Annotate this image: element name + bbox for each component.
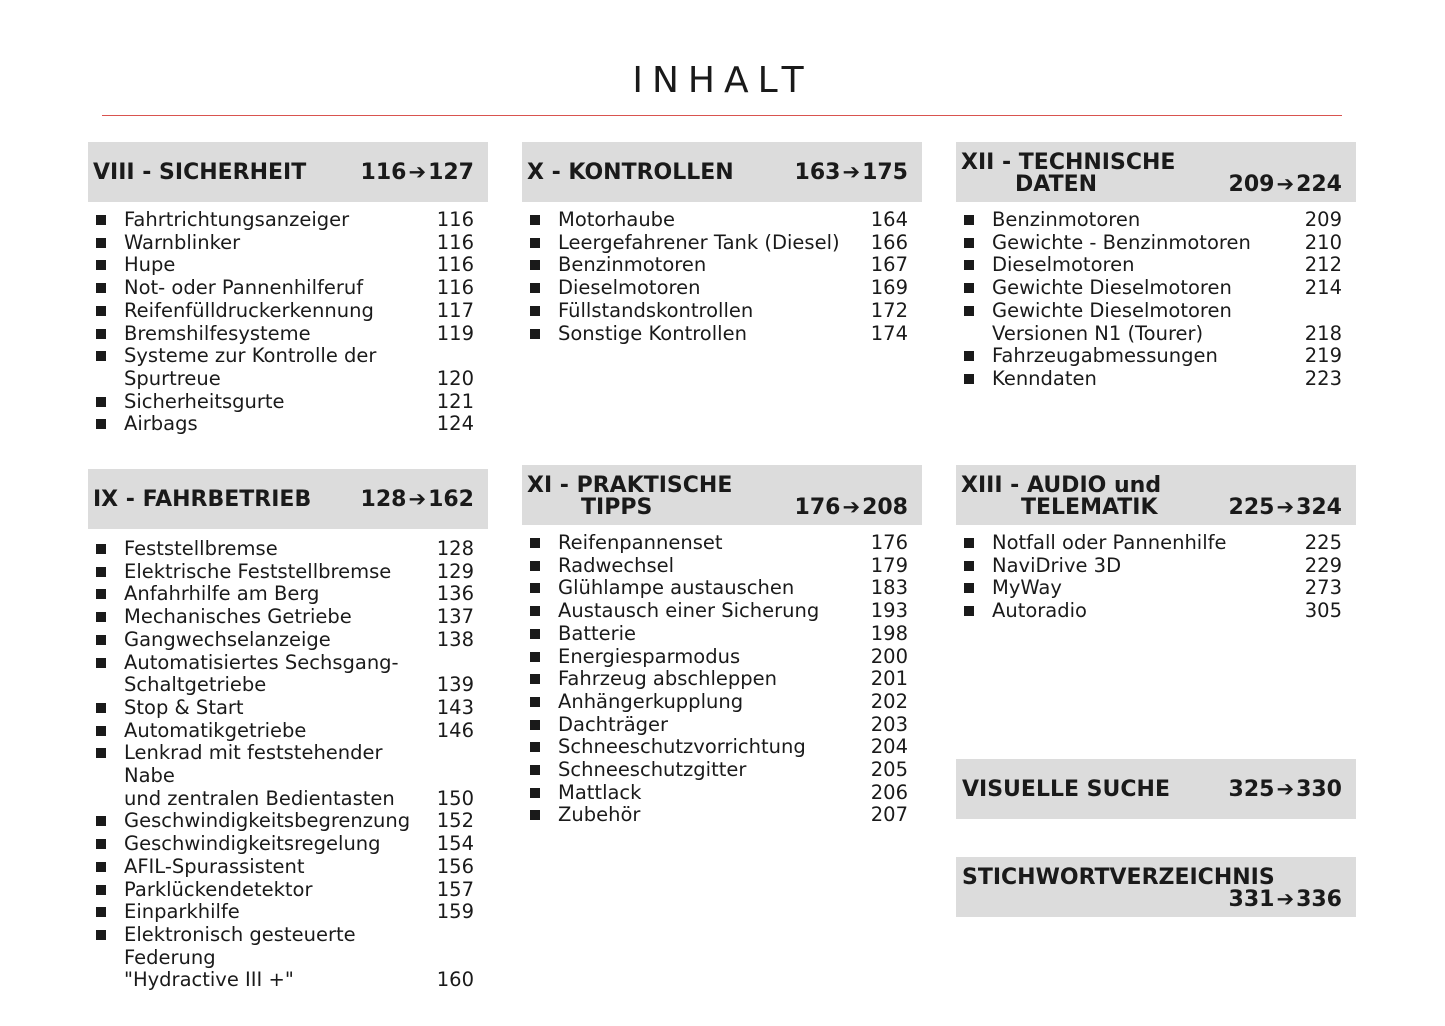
square-bullet-icon: [964, 374, 974, 384]
toc-entry[interactable]: Dieselmotoren 169: [522, 277, 922, 300]
page-number: 164: [870, 208, 908, 231]
square-bullet-icon: [530, 652, 540, 662]
section-header[interactable]: [522, 142, 922, 202]
section-ix: [88, 469, 488, 992]
page-number: 116: [436, 253, 474, 277]
entry-list: [88, 538, 488, 992]
square-bullet-icon: [96, 816, 106, 826]
square-bullet-icon: [964, 606, 974, 616]
square-bullet-icon: [96, 306, 106, 316]
square-bullet-icon: [964, 351, 974, 361]
toc-entry[interactable]: Geschwindigkeitsbegrenzung 152: [88, 810, 488, 833]
square-bullet-icon: [530, 238, 540, 248]
toc-entry[interactable]: Notfall oder Pannenhilfe 225: [956, 532, 1356, 555]
section-page-range: [361, 487, 474, 512]
square-bullet-icon: [96, 658, 106, 668]
toc-entry[interactable]: Anhängerkupplung 202: [522, 691, 922, 714]
square-bullet-icon: [530, 283, 540, 293]
toc-entry[interactable]: Sonstige Kontrollen 174: [522, 323, 922, 346]
toc-entry[interactable]: Dieselmotoren 212: [956, 254, 1356, 277]
range-from: 176: [794, 495, 841, 520]
page-number: 154: [436, 832, 474, 856]
square-bullet-icon: [530, 561, 540, 571]
square-bullet-icon: [96, 930, 106, 940]
entry-list: [88, 209, 488, 436]
square-bullet-icon: [964, 238, 974, 248]
toc-entry[interactable]: Airbags 124: [88, 413, 488, 436]
toc-entry[interactable]: Sicherheitsgurte 121: [88, 391, 488, 414]
page-number: 116: [436, 230, 474, 254]
section-title: XI - PRAKTISCHE: [527, 473, 733, 498]
toc-entry[interactable]: Austausch einer Sicherung 193: [522, 600, 922, 623]
toc-entry[interactable]: Feststellbremse 128: [88, 538, 488, 561]
square-bullet-icon: [530, 697, 540, 707]
page-number: 160: [436, 968, 474, 992]
toc-entry[interactable]: Glühlampe austauschen 183: [522, 577, 922, 600]
page-number: 152: [436, 809, 474, 833]
page-number: 124: [436, 412, 474, 436]
arrow-right-icon: ➔: [1276, 172, 1295, 196]
section-xiii: [956, 465, 1356, 623]
toc-entry[interactable]: Stop & Start 143: [88, 697, 488, 720]
arrow-right-icon: ➔: [408, 487, 427, 511]
section-title: X - KONTROLLEN: [527, 160, 734, 185]
page-number: 137: [436, 605, 474, 629]
toc-entry[interactable]: Fahrzeugabmessungen 219: [956, 345, 1356, 368]
page-title: INHALT: [632, 60, 813, 101]
section-viii: [88, 142, 488, 436]
toc-entry[interactable]: Anfahrhilfe am Berg 136: [88, 583, 488, 606]
page-number: 203: [870, 712, 908, 736]
page-number: 138: [436, 627, 474, 651]
section-index: [956, 857, 1356, 917]
arrow-right-icon: ➔: [1276, 495, 1295, 519]
toc-entry[interactable]: Systeme zur Kontrolle der Spurtreue 120: [88, 345, 488, 390]
square-bullet-icon: [964, 561, 974, 571]
range-to: 127: [428, 160, 474, 185]
toc-entry[interactable]: Energiesparmodus 200: [522, 646, 922, 669]
square-bullet-icon: [96, 862, 106, 872]
entry-list: [956, 532, 1356, 623]
page-number: 157: [436, 877, 474, 901]
square-bullet-icon: [96, 260, 106, 270]
page-number: 219: [1304, 344, 1342, 368]
section-x: [522, 142, 922, 345]
square-bullet-icon: [96, 567, 106, 577]
page-number: 156: [436, 854, 474, 878]
toc-entry[interactable]: Reifenpannenset 176: [522, 532, 922, 555]
toc-entry[interactable]: Not- oder Pannenhilferuf 116: [88, 277, 488, 300]
toc-entry[interactable]: Geschwindigkeitsregelung 154: [88, 833, 488, 856]
range-from: 116: [360, 160, 407, 185]
page-number: 117: [436, 298, 474, 322]
toc-entry[interactable]: Benzinmotoren 209: [956, 209, 1356, 232]
square-bullet-icon: [96, 703, 106, 713]
square-bullet-icon: [96, 215, 106, 225]
toc-entry[interactable]: Automatikgetriebe 146: [88, 720, 488, 743]
toc-entry[interactable]: Fahrtrichtungsanzeiger 116: [88, 209, 488, 232]
section-title: STICHWORTVERZEICHNIS: [962, 865, 1275, 890]
page-number: 174: [870, 321, 908, 345]
square-bullet-icon: [964, 215, 974, 225]
range-from: 209: [1228, 172, 1275, 197]
section-header[interactable]: [522, 465, 922, 525]
page-number: 119: [436, 321, 474, 345]
square-bullet-icon: [964, 538, 974, 548]
section-header[interactable]: [956, 857, 1356, 917]
toc-entry[interactable]: AFIL-Spurassistent 156: [88, 856, 488, 879]
arrow-right-icon: ➔: [842, 495, 861, 519]
toc-entry[interactable]: Automatisiertes Sechsgang- Schaltgetriebe 139: [88, 652, 488, 697]
toc-entry[interactable]: Lenkrad mit feststehender Nabe und zentralen Bedientasten 150: [88, 742, 488, 810]
page-number: 202: [870, 689, 908, 713]
section-title-cont: TIPPS: [581, 495, 653, 520]
square-bullet-icon: [530, 260, 540, 270]
page-number: 146: [436, 718, 474, 742]
page-number: 207: [870, 803, 908, 827]
page-number: 223: [1304, 366, 1342, 390]
range-from: 128: [360, 487, 407, 512]
page-number: 139: [436, 673, 474, 697]
title-divider: [102, 115, 1342, 116]
arrow-right-icon: ➔: [842, 160, 861, 184]
page-number: 128: [436, 537, 474, 560]
toc-entry[interactable]: Warnblinker 116: [88, 232, 488, 255]
square-bullet-icon: [96, 748, 106, 758]
section-xii: [956, 142, 1356, 391]
range-from: 331: [1228, 887, 1275, 912]
square-bullet-icon: [96, 589, 106, 599]
square-bullet-icon: [96, 351, 106, 361]
square-bullet-icon: [964, 306, 974, 316]
square-bullet-icon: [530, 720, 540, 730]
range-to: 336: [1296, 887, 1342, 912]
section-title: IX - FAHRBETRIEB: [93, 487, 312, 512]
square-bullet-icon: [530, 674, 540, 684]
section-title: VIII - SICHERHEIT: [93, 160, 307, 185]
page-number: 206: [870, 780, 908, 804]
square-bullet-icon: [96, 726, 106, 736]
section-header[interactable]: [88, 142, 488, 202]
page-number: 129: [436, 559, 474, 583]
square-bullet-icon: [964, 583, 974, 593]
toc-entry[interactable]: Reifenfülldruckerkennung 117: [88, 300, 488, 323]
range-from: 163: [794, 160, 841, 185]
square-bullet-icon: [96, 885, 106, 895]
square-bullet-icon: [96, 544, 106, 554]
section-page-range: [795, 495, 908, 520]
section-page-range: [795, 160, 908, 185]
arrow-right-icon: ➔: [1276, 887, 1295, 911]
range-to: 175: [862, 160, 908, 185]
square-bullet-icon: [96, 839, 106, 849]
square-bullet-icon: [530, 606, 540, 616]
arrow-right-icon: ➔: [408, 160, 427, 184]
toc-entry[interactable]: Leergefahrener Tank (Diesel) 166: [522, 232, 922, 255]
toc-entry[interactable]: Radwechsel 179: [522, 555, 922, 578]
page-number: 214: [1304, 276, 1342, 300]
section-page-range: [1229, 495, 1342, 520]
page-number: 210: [1304, 230, 1342, 254]
page-number: 209: [1304, 208, 1342, 231]
page-number: 200: [870, 644, 908, 668]
toc-entry[interactable]: Bremshilfesysteme 119: [88, 323, 488, 346]
section-page-range: [361, 160, 474, 185]
toc-entry[interactable]: Batterie 198: [522, 623, 922, 646]
page-number: 183: [870, 576, 908, 600]
section-visual-search: [956, 759, 1356, 819]
range-to: 330: [1296, 777, 1342, 802]
page-number: 116: [436, 208, 474, 231]
square-bullet-icon: [96, 907, 106, 917]
range-from: 325: [1228, 777, 1275, 802]
page-number: 225: [1304, 531, 1342, 554]
square-bullet-icon: [530, 538, 540, 548]
toc-entry[interactable]: Mechanisches Getriebe 137: [88, 606, 488, 629]
toc-entry[interactable]: Gangwechselanzeige 138: [88, 629, 488, 652]
toc-entry[interactable]: Benzinmotoren 167: [522, 254, 922, 277]
page-number: 166: [870, 230, 908, 254]
toc-entry[interactable]: Schneeschutzvorrichtung 204: [522, 736, 922, 759]
square-bullet-icon: [530, 765, 540, 775]
section-header[interactable]: [956, 142, 1356, 202]
toc-entry[interactable]: Motorhaube 164: [522, 209, 922, 232]
toc-entry[interactable]: Füllstandskontrollen 172: [522, 300, 922, 323]
page-number: 136: [436, 582, 474, 606]
entry-list: [956, 209, 1356, 391]
section-title: XIII - AUDIO und: [961, 473, 1162, 498]
page-number: 169: [870, 276, 908, 300]
page-number: 229: [1304, 553, 1342, 577]
page-number: 218: [1304, 321, 1342, 345]
page-number: 212: [1304, 253, 1342, 277]
section-title: VISUELLE SUCHE: [962, 777, 1170, 802]
entry-list: [522, 209, 922, 345]
toc-entry[interactable]: Fahrzeug abschleppen 201: [522, 668, 922, 691]
arrow-right-icon: ➔: [1276, 777, 1295, 801]
page-number: 120: [436, 366, 474, 390]
square-bullet-icon: [530, 329, 540, 339]
toc-entry[interactable]: Einparkhilfe 159: [88, 901, 488, 924]
page-number: 193: [870, 599, 908, 623]
section-page-range: [1229, 777, 1342, 802]
square-bullet-icon: [964, 260, 974, 270]
square-bullet-icon: [96, 329, 106, 339]
toc-entry[interactable]: Gewichte Dieselmotoren Versionen N1 (Tourer) 218: [956, 300, 1356, 345]
square-bullet-icon: [96, 238, 106, 248]
toc-entry[interactable]: MyWay 273: [956, 577, 1356, 600]
toc-entry[interactable]: Dachträger 203: [522, 714, 922, 737]
toc-entry[interactable]: Autoradio 305: [956, 600, 1356, 623]
toc-entry[interactable]: Kenndaten 223: [956, 368, 1356, 391]
section-page-range: [1229, 172, 1342, 197]
toc-entry[interactable]: Schneeschutzgitter 205: [522, 759, 922, 782]
page-number: 116: [436, 276, 474, 300]
page-number: 201: [870, 667, 908, 691]
page-number: 121: [436, 389, 474, 413]
page-number: 172: [870, 298, 908, 322]
page-number: 150: [436, 786, 474, 810]
square-bullet-icon: [530, 215, 540, 225]
page-number: 176: [870, 531, 908, 554]
square-bullet-icon: [96, 283, 106, 293]
entry-list: [522, 532, 922, 827]
square-bullet-icon: [530, 742, 540, 752]
section-xi: [522, 465, 922, 827]
square-bullet-icon: [530, 629, 540, 639]
range-to: 224: [1296, 172, 1342, 197]
toc-entry[interactable]: Parklückendetektor 157: [88, 879, 488, 902]
toc-entry[interactable]: NaviDrive 3D 229: [956, 555, 1356, 578]
page-number: 204: [870, 735, 908, 759]
square-bullet-icon: [96, 635, 106, 645]
page-number: 305: [1304, 599, 1342, 623]
page-number: 159: [436, 900, 474, 924]
square-bullet-icon: [96, 397, 106, 407]
toc-entry[interactable]: Hupe 116: [88, 254, 488, 277]
toc-entry[interactable]: Zubehör 207: [522, 804, 922, 827]
toc-entry[interactable]: Elektronisch gesteuerte Federung "Hydractive III +" 160: [88, 924, 488, 992]
square-bullet-icon: [530, 788, 540, 798]
toc-entry[interactable]: Gewichte Dieselmotoren 214: [956, 277, 1356, 300]
square-bullet-icon: [530, 583, 540, 593]
page-number: 273: [1304, 576, 1342, 600]
section-title-cont: DATEN: [1015, 172, 1098, 197]
square-bullet-icon: [530, 306, 540, 316]
section-title-cont: TELEMATIK: [1021, 495, 1158, 520]
page-number: 179: [870, 553, 908, 577]
range-to: 162: [428, 487, 474, 512]
toc-entry[interactable]: Mattlack 206: [522, 782, 922, 805]
section-header[interactable]: [956, 759, 1356, 819]
square-bullet-icon: [530, 810, 540, 820]
section-header[interactable]: [956, 465, 1356, 525]
toc-entry[interactable]: Gewichte - Benzinmotoren 210: [956, 232, 1356, 255]
page-number: 198: [870, 621, 908, 645]
range-to: 208: [862, 495, 908, 520]
section-header[interactable]: [88, 469, 488, 529]
range-from: 225: [1228, 495, 1275, 520]
range-to: 324: [1296, 495, 1342, 520]
square-bullet-icon: [96, 612, 106, 622]
toc-entry[interactable]: Elektrische Feststellbremse 129: [88, 561, 488, 584]
section-title: XII - TECHNISCHE: [961, 150, 1176, 175]
page-number: 167: [870, 253, 908, 277]
page-number: 205: [870, 758, 908, 782]
square-bullet-icon: [964, 283, 974, 293]
section-page-range: [1229, 887, 1342, 912]
square-bullet-icon: [96, 419, 106, 429]
page-number: 143: [436, 695, 474, 719]
